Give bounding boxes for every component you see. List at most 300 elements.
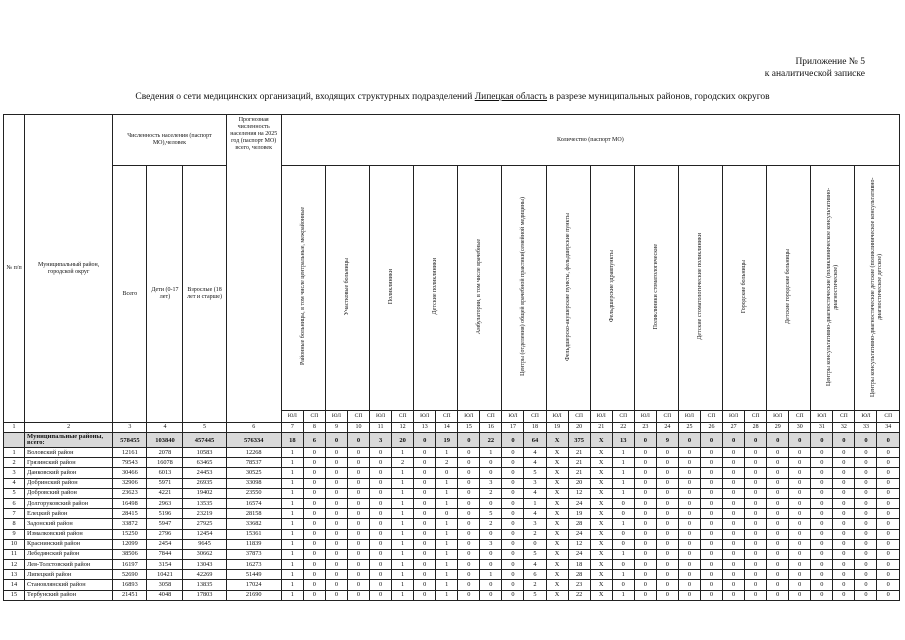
row-value: 0 [811,590,833,600]
row-value: 0 [370,519,392,529]
table-row [4,478,900,488]
row-value: 0 [303,529,325,539]
row-value: 0 [612,560,634,570]
table-row [4,519,900,529]
row-value: 0 [833,529,855,539]
header-ul: ЮЛ [590,411,612,423]
row-value: 0 [634,570,656,580]
row-district: Добринский район [25,478,113,488]
row-num: 11 [4,549,25,559]
row-value: 0 [480,498,502,508]
row-value: 0 [789,498,811,508]
header-population: Численность населения (паспорт МО),человек [113,115,226,166]
row-value: 0 [811,580,833,590]
row-value: 0 [325,488,347,498]
header-sp: СП [392,411,414,423]
row-value: 0 [436,468,458,478]
column-number: 31 [811,423,833,433]
row-value: 0 [370,478,392,488]
header-sp: СП [656,411,678,423]
row-value: 79543 [113,458,147,468]
row-value: 1 [612,448,634,458]
row-value: 0 [502,570,524,580]
row-value: 18 [568,560,590,570]
row-district: Воловский район [25,448,113,458]
total-value: 0 [723,433,745,448]
row-value: 0 [855,539,877,549]
row-value: 0 [656,590,678,600]
row-value: 0 [370,458,392,468]
row-value: 0 [877,560,900,570]
table-row [4,468,900,478]
row-value: 0 [480,560,502,570]
column-number: 33 [855,423,877,433]
row-value: 0 [347,478,369,488]
row-value: 0 [458,590,480,600]
total-value: 0 [811,433,833,448]
row-value: 1 [436,529,458,539]
row-value: 0 [656,539,678,549]
row-value: 2 [480,519,502,529]
row-value: 0 [634,590,656,600]
row-value: 0 [767,580,789,590]
header-type-label: Центры консультативно-диагностические (поликлиническое консультативно-диагностическое) [825,187,839,386]
row-value: 3 [480,478,502,488]
total-num [4,433,25,448]
row-value: 28 [568,519,590,529]
row-value: 1 [612,468,634,478]
header-ul: ЮЛ [281,411,303,423]
row-value: 0 [723,570,745,580]
row-value: 0 [877,509,900,519]
row-value: X [590,580,612,590]
row-value: 0 [347,509,369,519]
row-value: 0 [789,539,811,549]
header-total: Всего [113,166,147,423]
header-type-5 [458,166,502,411]
row-value: 27925 [183,519,226,529]
row-value: 0 [480,458,502,468]
header-sp: СП [347,411,369,423]
row-value: 1 [392,539,414,549]
row-value: 0 [370,448,392,458]
row-value: 0 [877,478,900,488]
row-value: 0 [789,509,811,519]
header-ul: ЮЛ [414,411,436,423]
header-type-1 [281,166,325,411]
row-value: 0 [767,549,789,559]
row-value: 28 [568,570,590,580]
row-value: 0 [723,549,745,559]
row-value: 33872 [113,519,147,529]
table-row [4,529,900,539]
row-value: 0 [347,468,369,478]
total-value: 3 [370,433,392,448]
header-type-label: Центры (отделения) общей врачебной практики(семейной медицины) [520,197,527,376]
row-value: 1 [436,478,458,488]
row-value: 1 [436,560,458,570]
header-type-label: Поликлиники [388,268,395,305]
row-value: 0 [414,539,436,549]
table-row [4,560,900,570]
row-value: 0 [458,539,480,549]
row-value: 0 [303,448,325,458]
row-value: 21690 [226,590,281,600]
row-value: 16893 [113,580,147,590]
row-value: 0 [634,488,656,498]
row-value: 24453 [183,468,226,478]
row-value: 0 [303,570,325,580]
row-value: 0 [480,468,502,478]
row-district: Тербунский район [25,590,113,600]
header-quantity: Количество (паспорт МО) [281,115,899,166]
row-value: 1 [392,570,414,580]
row-value: 1 [524,498,546,508]
row-value: 0 [347,539,369,549]
total-value: X [546,433,568,448]
row-value: 0 [811,478,833,488]
row-value: 6013 [147,468,183,478]
row-value: 0 [370,488,392,498]
header-sp: СП [612,411,634,423]
column-number: 26 [700,423,722,433]
header-type-label: Участковые больницы [343,257,350,316]
row-value: 0 [723,519,745,529]
column-number: 10 [347,423,369,433]
header-type-8 [590,166,634,411]
header-ul: ЮЛ [325,411,347,423]
row-value: 0 [612,509,634,519]
row-value: 0 [789,570,811,580]
header-type-label: Городские больницы [741,259,748,314]
row-value: 2078 [147,448,183,458]
row-value: 0 [767,468,789,478]
row-value: 1 [392,549,414,559]
row-value: 0 [723,560,745,570]
row-value: 0 [480,529,502,539]
row-value: 0 [767,570,789,580]
row-value: X [590,458,612,468]
header-type-label: Детские стоматологические поликлиники [696,233,703,340]
row-value: 3 [524,478,546,488]
row-value: 0 [855,519,877,529]
row-value: 0 [634,468,656,478]
row-value: 0 [303,458,325,468]
column-number: 34 [877,423,900,433]
total-value: 576334 [226,433,281,448]
row-value: 0 [524,539,546,549]
row-value: 1 [436,570,458,580]
row-value: 0 [612,580,634,590]
row-value: 0 [347,488,369,498]
row-value: 0 [634,529,656,539]
row-value: 23 [568,580,590,590]
row-value: 3 [524,519,546,529]
row-value: 0 [789,519,811,529]
row-value: 2 [436,458,458,468]
row-value: 0 [811,529,833,539]
total-value: 0 [767,433,789,448]
row-value: 0 [347,519,369,529]
appendix-line-1: Приложение № 5 [795,57,865,67]
row-value: 0 [700,468,722,478]
column-number: 17 [502,423,524,433]
row-district: Становлянский район [25,580,113,590]
row-value: 0 [767,458,789,468]
row-value: X [546,498,568,508]
row-value: 0 [656,448,678,458]
row-value: 16197 [113,560,147,570]
row-value: 0 [811,498,833,508]
row-value: 0 [877,549,900,559]
row-value: 0 [700,519,722,529]
row-value: 0 [855,509,877,519]
header-ul: ЮЛ [678,411,700,423]
header-sp: СП [877,411,900,423]
row-value: 1 [281,519,303,529]
row-value: 0 [723,539,745,549]
row-district: Краснинский район [25,539,113,549]
row-value: 0 [458,468,480,478]
row-value: 0 [458,458,480,468]
column-number: 25 [678,423,700,433]
row-value: 0 [811,448,833,458]
row-value: 0 [833,458,855,468]
row-value: 0 [877,570,900,580]
row-value: 0 [458,478,480,488]
row-value: 0 [480,549,502,559]
row-value: 3154 [147,560,183,570]
row-value: 4 [524,458,546,468]
row-value: 0 [370,529,392,539]
row-value: 1 [281,560,303,570]
row-value: 0 [877,468,900,478]
row-value: 0 [745,590,767,600]
network-table [3,114,900,601]
row-value: 0 [656,549,678,559]
table-row [4,509,900,519]
total-value: 0 [502,433,524,448]
row-value: 0 [855,468,877,478]
row-value: 0 [789,468,811,478]
row-value: 5947 [147,519,183,529]
row-value: 0 [458,448,480,458]
header-type-7 [546,166,590,411]
row-value: 16574 [226,498,281,508]
total-value: 0 [789,433,811,448]
row-value: 0 [833,539,855,549]
table-row [4,549,900,559]
row-district: Грязинский район [25,458,113,468]
title-region: Липецкая область [474,92,548,102]
row-value: 0 [303,590,325,600]
header-ul: ЮЛ [811,411,833,423]
row-value: X [546,488,568,498]
row-value: 0 [723,478,745,488]
row-value: 0 [414,590,436,600]
row-value: 7844 [147,549,183,559]
column-number: 8 [303,423,325,433]
column-number: 1 [4,423,25,433]
title-after: в разрезе муниципальных районов, городских округов [547,92,770,102]
row-value: X [546,468,568,478]
row-value: 21 [568,468,590,478]
row-value: 0 [723,448,745,458]
row-value: 13535 [183,498,226,508]
row-value: 0 [370,570,392,580]
row-value: X [590,488,612,498]
row-value: X [546,458,568,468]
row-value: 0 [634,580,656,590]
column-number: 28 [745,423,767,433]
header-type-12 [767,166,811,411]
total-value: 64 [524,433,546,448]
row-value: 0 [767,529,789,539]
row-value: 0 [502,580,524,590]
row-value: 0 [877,519,900,529]
row-value: 0 [656,468,678,478]
header-ul: ЮЛ [855,411,877,423]
row-value: 0 [347,529,369,539]
row-value: 0 [877,448,900,458]
row-num: 1 [4,448,25,458]
header-type-14 [855,166,900,411]
header-ul: ЮЛ [502,411,524,423]
column-number: 22 [612,423,634,433]
row-value: 0 [325,519,347,529]
row-value: 28415 [113,509,147,519]
row-value: 0 [458,570,480,580]
row-value: 21 [568,448,590,458]
row-value: 0 [325,529,347,539]
row-value: X [546,529,568,539]
row-value: 0 [767,509,789,519]
row-value: 0 [855,549,877,559]
total-value: X [590,433,612,448]
row-value: 37873 [226,549,281,559]
row-value: 0 [745,539,767,549]
row-value: 0 [877,539,900,549]
row-value: 2 [524,580,546,590]
row-value: 0 [303,539,325,549]
row-num: 3 [4,468,25,478]
row-value: 0 [502,549,524,559]
row-value: 0 [833,498,855,508]
row-value: 0 [634,498,656,508]
row-value: 0 [745,458,767,468]
row-value: 0 [877,458,900,468]
row-value: 0 [347,560,369,570]
header-children: Дети (0-17 лет) [147,166,183,423]
row-value: 0 [789,488,811,498]
row-value: 0 [303,560,325,570]
row-value: 0 [678,539,700,549]
row-value: 0 [414,488,436,498]
row-value: 20 [568,478,590,488]
row-value: 0 [745,529,767,539]
row-value: 0 [612,539,634,549]
row-value: 0 [678,519,700,529]
row-value: 0 [634,458,656,468]
table-row [4,488,900,498]
header-type-6 [502,166,546,411]
header-ul: ЮЛ [458,411,480,423]
row-value: 1 [281,448,303,458]
row-value: 0 [678,498,700,508]
row-value: 0 [656,509,678,519]
row-value: 17803 [183,590,226,600]
row-value: X [590,519,612,529]
header-sp: СП [303,411,325,423]
row-value: 0 [458,519,480,529]
row-value: 0 [502,509,524,519]
row-district: Елецкий район [25,509,113,519]
row-value: 2454 [147,539,183,549]
header-type-label: Районные больницы, в том числе центральные, межрайонные [299,207,306,366]
row-value: 0 [678,488,700,498]
row-value: 0 [723,580,745,590]
row-num: 7 [4,509,25,519]
row-district: Задонский район [25,519,113,529]
header-type-label: Фельдшерские здравпункты [608,250,615,323]
row-value: X [546,509,568,519]
row-value: 0 [325,539,347,549]
table-row [4,448,900,458]
row-value: 2 [524,529,546,539]
row-value: 15361 [226,529,281,539]
row-value: 0 [370,468,392,478]
row-value: 0 [700,488,722,498]
row-value: 0 [700,458,722,468]
row-value: 1 [612,549,634,559]
row-value: 12 [568,488,590,498]
total-value: 6 [303,433,325,448]
header-type-label: Амбулатории, в том числе врачебные [476,238,483,335]
row-value: 0 [325,458,347,468]
total-value: 0 [877,433,900,448]
row-value: 0 [789,549,811,559]
row-value: 0 [855,529,877,539]
total-value: 0 [678,433,700,448]
row-value: X [590,549,612,559]
row-value: 1 [436,539,458,549]
row-value: 0 [458,488,480,498]
row-value: 0 [700,549,722,559]
row-value: 1 [392,478,414,488]
row-value: 16273 [226,560,281,570]
row-value: 0 [745,549,767,559]
column-number: 32 [833,423,855,433]
row-value: X [546,539,568,549]
row-value: 0 [767,478,789,488]
row-value: 1 [612,519,634,529]
row-value: 0 [325,448,347,458]
row-value: 0 [767,498,789,508]
row-num: 6 [4,498,25,508]
row-value: 0 [502,498,524,508]
row-value: 1 [612,458,634,468]
row-value: 0 [745,580,767,590]
row-value: 0 [303,580,325,590]
row-value: X [546,549,568,559]
row-value: 0 [370,498,392,508]
row-value: 0 [303,498,325,508]
column-number: 13 [414,423,436,433]
row-value: 13835 [183,580,226,590]
row-value: 0 [656,580,678,590]
row-num: 12 [4,560,25,570]
row-value: 0 [303,519,325,529]
